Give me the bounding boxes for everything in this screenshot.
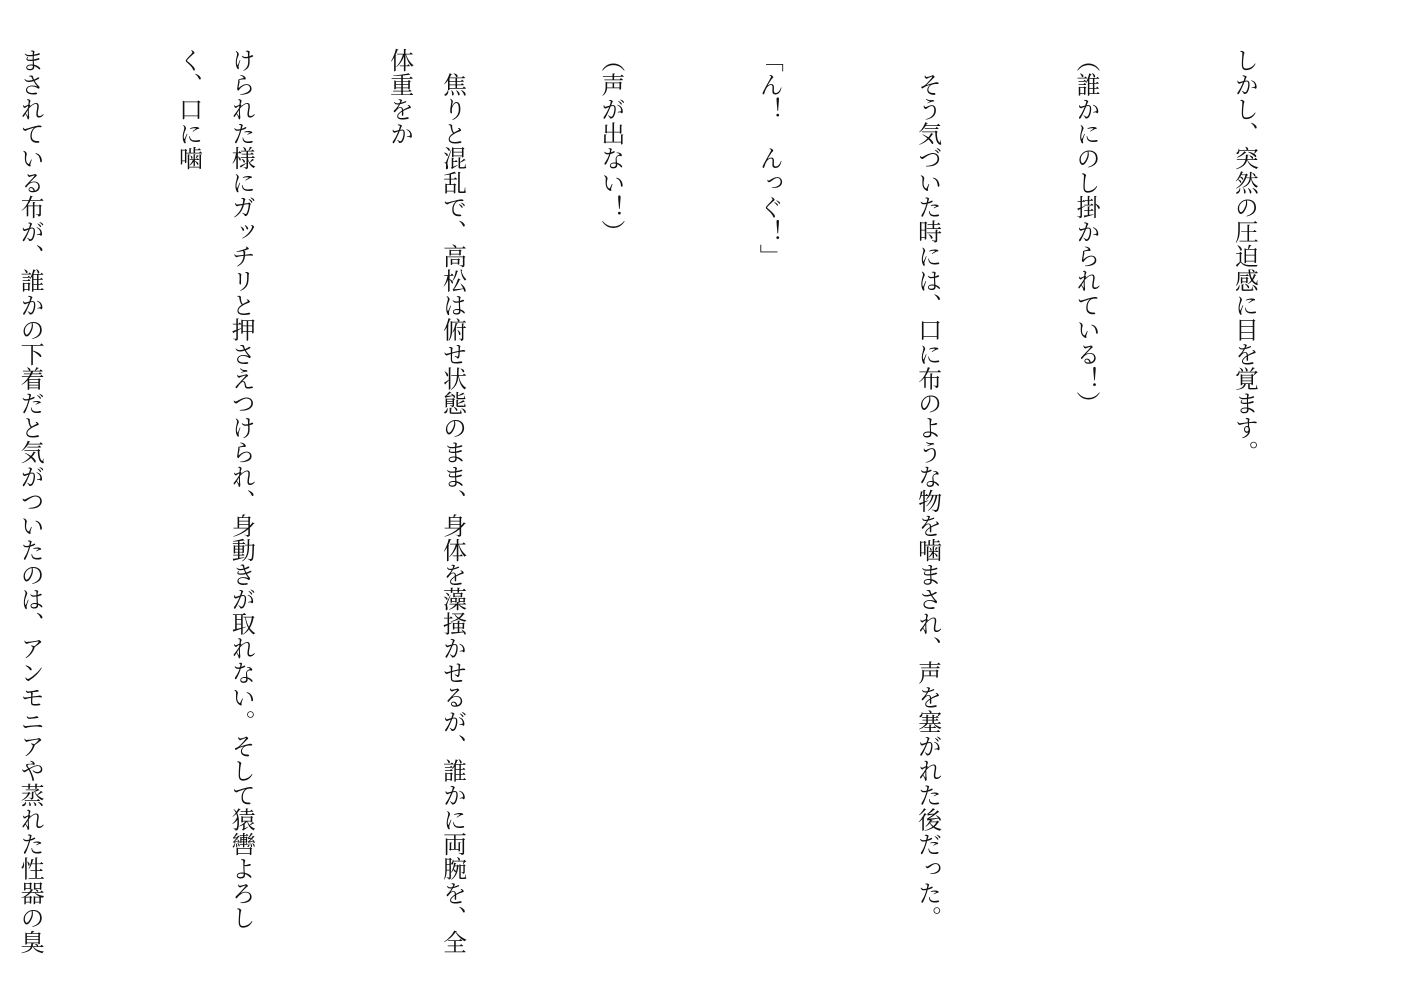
text-line: 「ん！ んっぐ！」: [755, 48, 784, 269]
text-line: けられた様にガッチリと押さえつけられ、身動きが取れない。そして猿轡よろしく、口に噛: [174, 48, 256, 930]
text-line: まされている布が、誰かの下着だと気がついたのは、アンモニアや蒸れた性器の臭: [16, 48, 45, 955]
text-line: （声が出ない！）: [596, 48, 625, 244]
text-line: 焦りと混乱で、高松は俯せ状態のまま、身体を藻掻かせるが、誰かに両腕を、全体重をか: [385, 48, 467, 955]
vertical-text-block: [16, 48, 1376, 968]
text-line: しかし、突然の圧迫感に目を覚ます。: [1230, 48, 1259, 465]
text-line: そう気づいた時には、口に布のような物を噛まされ、声を塞がれた後だった。: [913, 48, 942, 930]
text-line: （誰かにのし掛かられている！）: [1072, 48, 1101, 416]
